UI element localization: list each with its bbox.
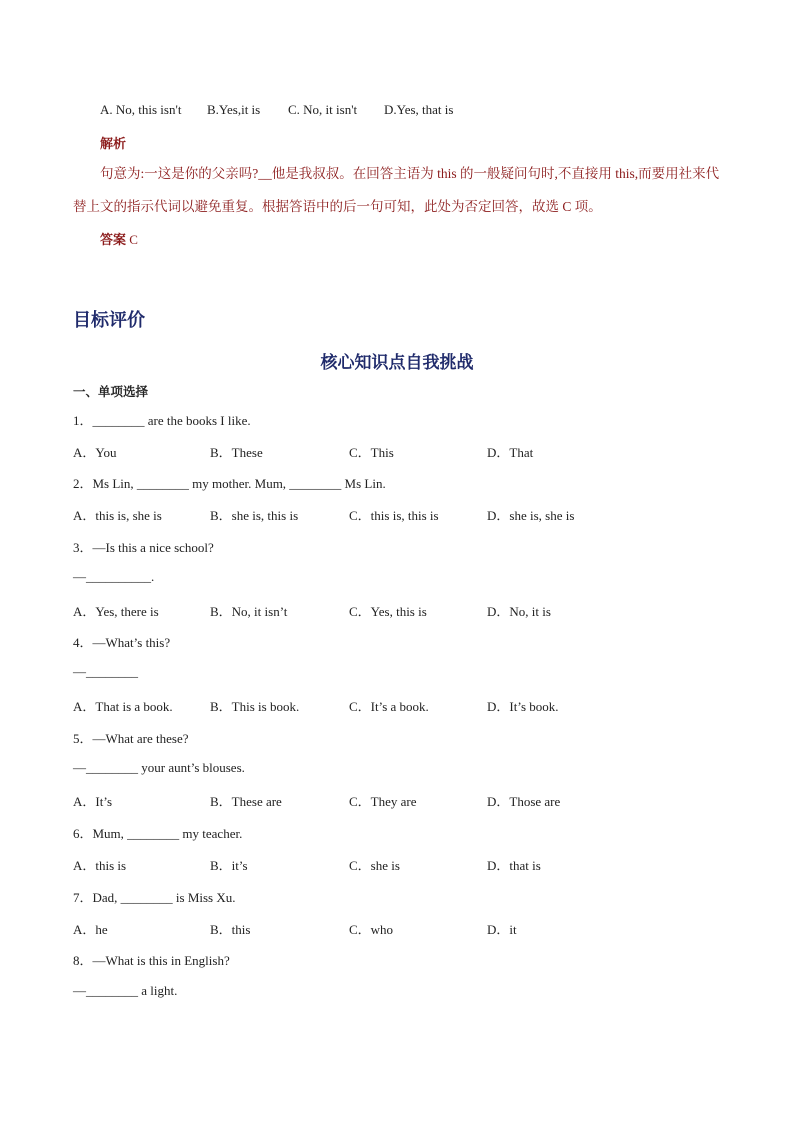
question-5-stem: 5．—What are these?	[73, 731, 189, 746]
answer-label: 答案	[100, 232, 127, 247]
question-8-answer-line: —________ a light.	[73, 983, 178, 998]
q3-option-c: C．Yes, this is	[349, 604, 427, 619]
answer-value: C	[129, 232, 138, 247]
q5-option-b: B．These are	[210, 794, 282, 809]
prev-option-d: D.Yes, that is	[384, 102, 454, 117]
section-title: 目标评价	[73, 310, 145, 330]
q6-option-d: D．that is	[487, 858, 541, 873]
q5-option-a: A．It’s	[73, 794, 113, 809]
q1-option-a: A．You	[73, 445, 117, 460]
q1-option-b: B．These	[210, 445, 263, 460]
q2-option-b: B．she is, this is	[210, 508, 299, 523]
q4-option-a: A．That is a book.	[73, 699, 173, 714]
question-1-stem: 1．________ are the books I like.	[73, 413, 251, 428]
question-3-stem: 3．—Is this a nice school?	[73, 540, 214, 555]
q6-option-a: A．this is	[73, 858, 127, 873]
question-3-answer-line: —__________.	[73, 569, 155, 584]
q7-option-a: A．he	[73, 922, 108, 937]
q6-option-b: B．it’s	[210, 858, 248, 873]
question-6-stem: 6．Mum, ________ my teacher.	[73, 826, 243, 841]
q2-option-a: A．this is, she is	[73, 508, 162, 523]
analysis-text: 句意为:一这是你的父亲吗?__他是我叔叔。在回答主语为 this 的一般疑问句时,不直接用 this,而要用社来代替上文的指示代词以避免重复。根据答语中的后一句可知，此处为否定回答，故选 C 项。	[73, 166, 720, 214]
prev-option-a: A. No, this isn't	[100, 102, 182, 117]
q7-option-c: C．who	[349, 922, 394, 937]
question-2-stem: 2．Ms Lin, ________ my mother. Mum, ________ Ms Lin.	[73, 476, 386, 491]
q2-option-c: C．this is, this is	[349, 508, 439, 523]
analysis-label: 解析	[100, 136, 127, 151]
question-8-stem: 8．—What is this in English?	[73, 953, 230, 968]
q2-option-d: D．she is, she is	[487, 508, 575, 523]
q3-option-d: D．No, it is	[487, 604, 551, 619]
part-label: 一、单项选择	[73, 385, 149, 399]
q6-option-c: C．she is	[349, 858, 400, 873]
answer-line	[100, 229, 138, 248]
question-4-answer-line: —________	[73, 664, 138, 679]
question-5-answer-line: —________ your aunt’s blouses.	[73, 760, 245, 775]
q7-option-d: D．it	[487, 922, 517, 937]
question-7-stem: 7．Dad, ________ is Miss Xu.	[73, 890, 236, 905]
q1-option-c: C．This	[349, 445, 394, 460]
prev-option-b: B.Yes,it is	[207, 102, 261, 117]
question-4-stem: 4．—What’s this?	[73, 635, 171, 650]
q1-option-d: D．That	[487, 445, 534, 460]
prev-option-c: C. No, it isn't	[288, 102, 358, 117]
q4-option-c: C．It’s a book.	[349, 699, 429, 714]
q7-option-b: B．this	[210, 922, 251, 937]
q3-option-a: A．Yes, there is	[73, 604, 159, 619]
q4-option-d: D．It’s book.	[487, 699, 559, 714]
q5-option-d: D．Those are	[487, 794, 561, 809]
q5-option-c: C．They are	[349, 794, 417, 809]
q4-option-b: B．This is book.	[210, 699, 300, 714]
subtitle: 核心知识点自我挑战	[320, 353, 474, 372]
q3-option-b: B．No, it isn’t	[210, 604, 288, 619]
